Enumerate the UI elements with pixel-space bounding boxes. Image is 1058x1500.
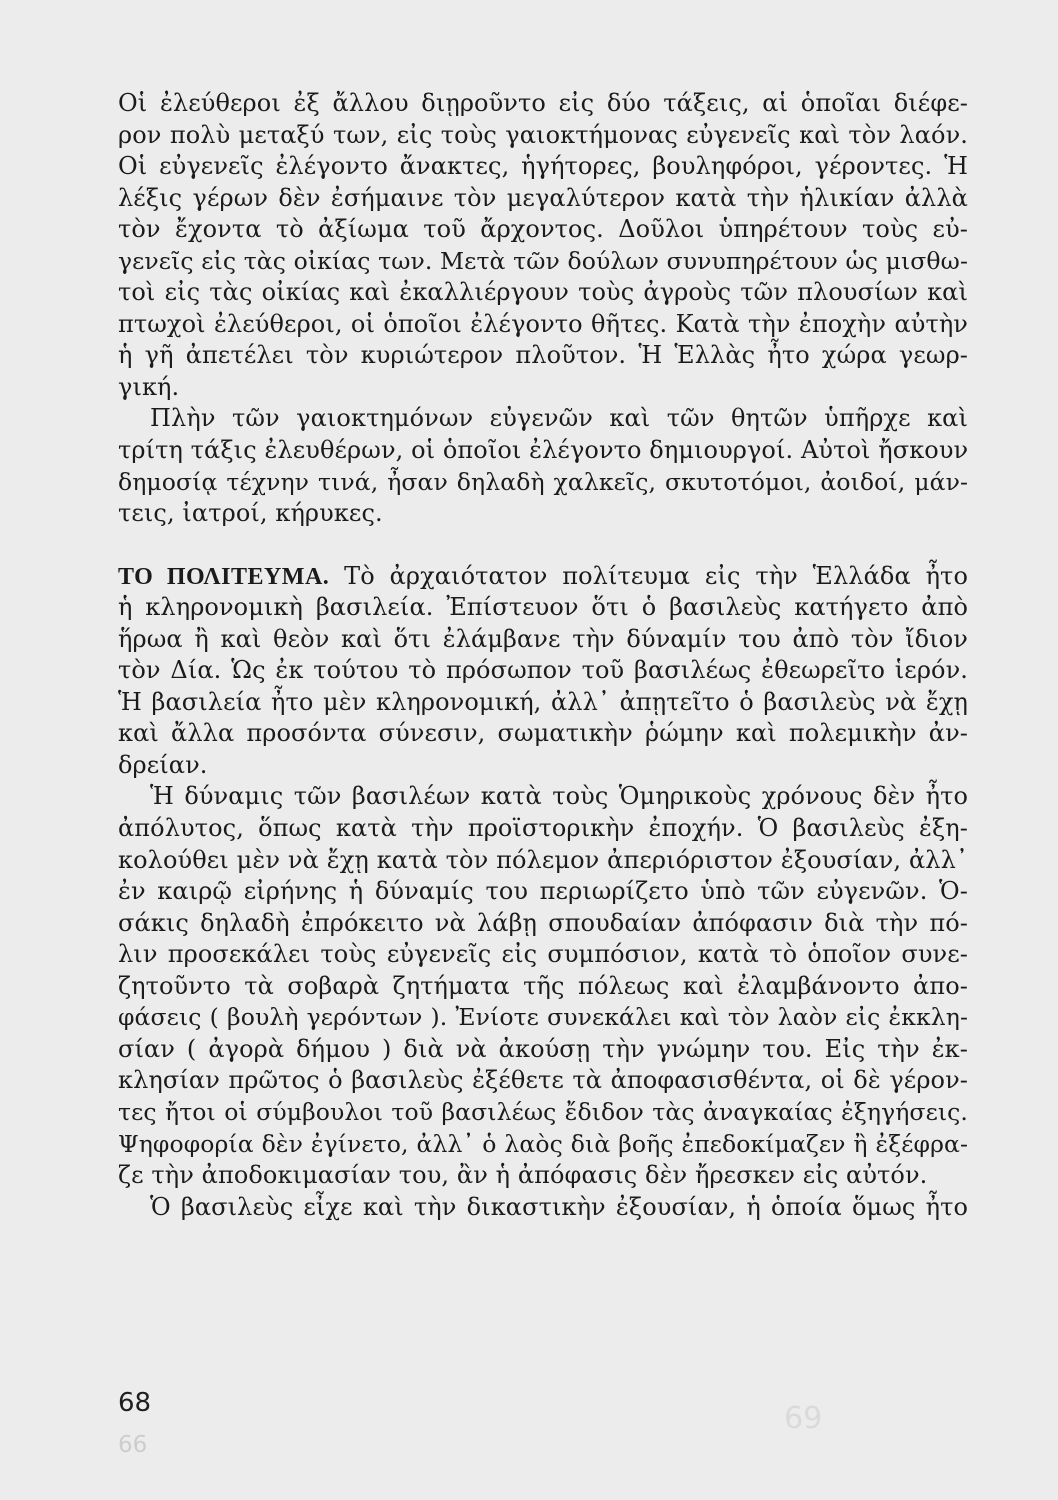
text-line: Πλὴν τῶν γαιοκτημόνων εὐγενῶν καὶ τῶν θητῶν ὑπῆρχε καὶ [150, 404, 968, 433]
text-line: ἡ γῆ ἀπετέλει τὸν κυριώτερον πλοῦτον. Ἡ Ἑλλὰς ἦτο χώρα γεωρ- [118, 341, 968, 370]
text-line: λέξις γέρων δὲν ἐσήμαινε τὸν μεγαλύτερον κατὰ τὴν ἡλικίαν ἀλλὰ [118, 183, 968, 212]
text-line: τεις, ἰατροί, κήρυκες. [118, 499, 383, 528]
paragraph-4 [118, 781, 968, 1191]
text-line: λιν προσεκάλει τοὺς εὐγενεῖς εἰς συμπόσιον, κατὰ τὸ ὁποῖον συνε- [118, 940, 968, 969]
heading-line-text: Τὸ ἀρχαιότατον πολίτευμα εἰς τὴν Ἑλλάδα ἦτο [329, 561, 968, 590]
text-line: Ἡ βασιλεία ἦτο μὲν κληρονομική, ἀλλ᾽ ἀπῃτεῖτο ὁ βασιλεὺς νὰ ἔχῃ [118, 687, 968, 716]
text-line: ἡ κληρονομικὴ βασιλεία. Ἐπίστευον ὅτι ὁ βασιλεὺς κατήγετο ἀπὸ [118, 593, 968, 622]
paragraph-5 [118, 1192, 968, 1224]
text-line: κλησίαν πρῶτος ὁ βασιλεὺς ἐξέθετε τὰ ἀποφασισθέντα, οἱ δὲ γέρον- [118, 1066, 968, 1095]
text-line: γενεῖς εἰς τὰς οἰκίας των. Μετὰ τῶν δούλων συνυπηρέτουν ὡς μισθω- [118, 246, 968, 275]
text-line-with-heading [118, 561, 968, 593]
text-line: Οἱ εὐγενεῖς ἐλέγοντο ἄνακτες, ἡγήτορες, βουληφόροι, γέροντες. Ἡ [118, 152, 968, 181]
text-line: τὸν Δία. Ὡς ἐκ τούτου τὸ πρόσωπον τοῦ βασιλέως ἐθεωρεῖτο ἱερόν. [118, 656, 968, 685]
text-line: σίαν ( ἀγορὰ δήμου ) διὰ νὰ ἀκούσῃ τὴν γνώμην του. Εἰς τὴν ἐκ- [118, 1034, 968, 1063]
show-through-mirror-number: 69 [784, 1398, 823, 1433]
paragraph-spacer [118, 530, 968, 561]
paragraph-1 [118, 88, 968, 403]
text-line: τες ἤτοι οἱ σύμβουλοι τοῦ βασιλέως ἔδιδον τὰς ἀναγκαίας ἐξηγήσεις. [118, 1097, 968, 1126]
page-body [118, 88, 968, 1223]
text-line: καὶ ἄλλα προσόντα σύνεσιν, σωματικὴν ῥώμην καὶ πολεμικὴν ἀν- [118, 719, 968, 748]
text-line: Οἱ ἐλεύθεροι ἐξ ἄλλου διῃροῦντο εἰς δύο τάξεις, αἱ ὁποῖαι διέφε- [118, 89, 968, 117]
text-line: ἀπόλυτος, ὅπως κατὰ τὴν προϊστορικὴν ἐποχήν. Ὁ βασιλεὺς ἐξη- [118, 814, 968, 843]
text-line: κολούθει μὲν νὰ ἔχῃ κατὰ τὸν πόλεμον ἀπεριόριστον ἐξουσίαν, ἀλλ᾽ [118, 845, 968, 874]
paragraph-2 [118, 403, 968, 529]
text-line: Ἡ δύναμις τῶν βασιλέων κατὰ τοὺς Ὁμηρικοὺς χρόνους δὲν ἦτο [150, 782, 968, 811]
text-line: πτωχοὶ ἐλεύθεροι, οἱ ὁποῖοι ἐλέγοντο θῆτες. Κατὰ τὴν ἐποχὴν αὐτὴν [118, 309, 968, 338]
text-line: τρίτη τάξις ἐλευθέρων, οἱ ὁποῖοι ἐλέγοντο δημιουργοί. Αὐτοὶ ἤσκουν [118, 436, 969, 465]
page-number: 68 [118, 1388, 152, 1418]
text-line: ζητοῦντο τὰ σοβαρὰ ζητήματα τῆς πόλεως καὶ ἐλαμβάνοντο ἀπο- [118, 971, 968, 1000]
text-line: ἐν καιρῷ εἰρήνης ἡ δύναμίς του περιωρίζετο ὑπὸ τῶν εὐγενῶν. Ὁ- [118, 877, 968, 906]
text-line: ρον πολὺ μεταξύ των, εἰς τοὺς γαιοκτήμονας εὐγενεῖς καὶ τὸν λαόν. [118, 120, 968, 149]
text-line: Ψηφοφορία δὲν ἐγίνετο, ἀλλ᾽ ὁ λαὸς διὰ βοῆς ἐπεδοκίμαζεν ἢ ἐξέφρα- [118, 1129, 968, 1158]
text-line: ζε τὴν ἀποδοκιμασίαν του, ἂν ἡ ἀπόφασις δὲν ἤρεσκεν εἰς αὐτόν. [118, 1161, 928, 1190]
text-line: ἥρωα ἢ καὶ θεὸν καὶ ὅτι ἐλάμβανε τὴν δύναμίν του ἀπὸ τὸν ἴδιον [118, 624, 968, 653]
text-line: τοὶ εἰς τὰς οἰκίας καὶ ἐκαλλιέργουν τοὺς ἀγροὺς τῶν πλουσίων καὶ [118, 278, 968, 307]
text-line: τὸν ἔχοντα τὸ ἀξίωμα τοῦ ἄρχοντος. Δοῦλοι ὑπηρέτουν τοὺς εὐ- [118, 215, 968, 244]
section-heading: ΤΟ ΠΟΛΙΤΕΥΜΑ. [118, 563, 330, 590]
paragraph-3 [118, 561, 968, 782]
text-line: δρείαν. [118, 750, 208, 779]
text-line: γική. [118, 372, 180, 401]
show-through-page-number: 66 [118, 1432, 148, 1458]
text-line: φάσεις ( βουλὴ γερόντων ). Ἐνίοτε συνεκάλει καὶ τὸν λαὸν εἰς ἐκκλη- [118, 1003, 968, 1032]
text-line: Ὁ βασιλεὺς εἶχε καὶ τὴν δικαστικὴν ἐξουσίαν, ἡ ὁποία ὅμως ἦτο [150, 1192, 968, 1221]
text-line: δημοσίᾳ τέχνην τινά, ἦσαν δηλαδὴ χαλκεῖς, σκυτοτόμοι, ἀοιδοί, μάν- [118, 467, 968, 496]
text-line: σάκις δηλαδὴ ἐπρόκειτο νὰ λάβῃ σπουδαίαν ἀπόφασιν διὰ τὴν πό- [118, 908, 968, 937]
